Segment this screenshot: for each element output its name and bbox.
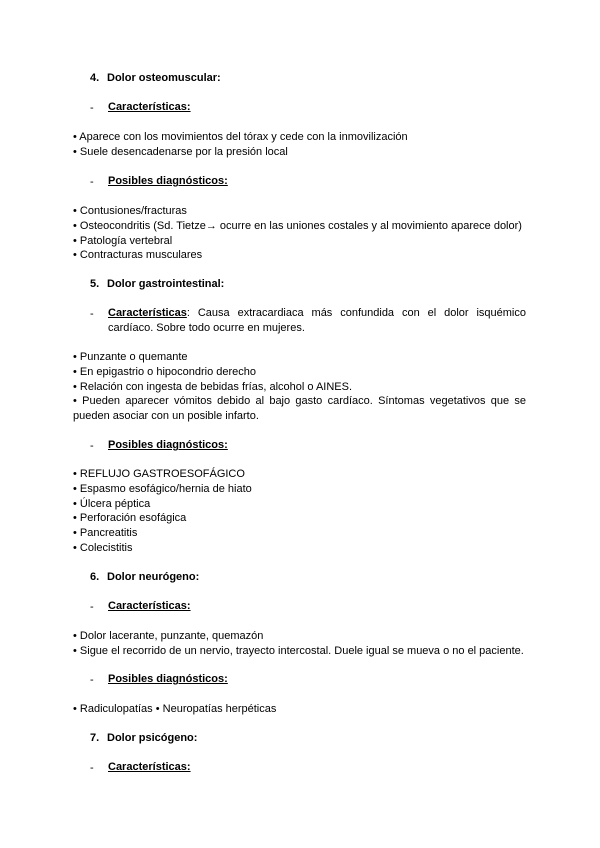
section-4-heading: 4. Dolor osteomuscular:	[90, 72, 221, 84]
list-item: • Radiculopatías • Neuropatías herpéticas	[73, 703, 277, 715]
bullet-dash: -	[90, 102, 94, 114]
section-6-diagnoses-label: Posibles diagnósticos:	[108, 673, 228, 685]
section-4-title: Dolor osteomuscular:	[107, 72, 221, 84]
list-item: • Aparece con los movimientos del tórax y cede con la inmovilización	[73, 131, 408, 143]
list-item: • Sigue el recorrido de un nervio, trayecto intercostal. Duele igual se mueva o no el paciente.	[73, 645, 524, 657]
list-item: • REFLUJO GASTROESOFÁGICO	[73, 468, 245, 480]
section-5-characteristics-text: : Causa extracardiaca más confundida con el dolor isquémico cardíaco. Sobre todo ocurre en mujeres.	[108, 307, 526, 334]
list-item: • Punzante o quemante	[73, 351, 188, 363]
list-item: • Patología vertebral	[73, 235, 173, 247]
list-item: • Dolor lacerante, punzante, quemazón	[73, 630, 264, 642]
section-5-characteristics-label: Características	[108, 307, 187, 319]
section-7-characteristics-label: Características:	[108, 761, 191, 773]
list-item: • Osteocondritis (Sd. Tietze→ ocurre en las uniones costales y al movimiento aparece dolor)	[73, 220, 522, 232]
section-5-diagnoses-label: Posibles diagnósticos:	[108, 439, 228, 451]
section-6-title: Dolor neurógeno:	[107, 571, 200, 583]
section-7-heading: 7. Dolor psicógeno:	[90, 732, 198, 744]
bullet-dash: -	[90, 601, 94, 613]
bullet-dash: -	[90, 308, 94, 320]
section-7-title: Dolor psicógeno:	[107, 732, 198, 744]
list-item: • Contracturas musculares	[73, 249, 203, 261]
bullet-dash: -	[90, 674, 94, 686]
section-5-title: Dolor gastrointestinal:	[107, 278, 225, 290]
bullet-dash: -	[90, 762, 94, 774]
list-item: • Pueden aparecer vómitos debido al bajo gasto cardíaco. Síntomas vegetativos que se pueden asociar con un posible infarto.	[73, 395, 526, 422]
list-item: • Úlcera péptica	[73, 498, 151, 510]
section-4-characteristics-label: Características:	[108, 101, 191, 113]
list-item: • Contusiones/fracturas	[73, 205, 187, 217]
list-item: • Perforación esofágica	[73, 512, 187, 524]
list-item: • Suele desencadenarse por la presión local	[73, 146, 288, 158]
section-6-characteristics-label: Características:	[108, 600, 191, 612]
list-item: • Relación con ingesta de bebidas frías, alcohol o AINES.	[73, 381, 353, 393]
bullet-dash: -	[90, 176, 94, 188]
section-5-heading: 5. Dolor gastrointestinal:	[90, 278, 225, 290]
section-6-heading: 6. Dolor neurógeno:	[90, 571, 200, 583]
list-item: • Espasmo esofágico/hernia de hiato	[73, 483, 252, 495]
section-4-diagnoses-label: Posibles diagnósticos:	[108, 175, 228, 187]
bullet-dash: -	[90, 440, 94, 452]
list-item: • En epigastrio o hipocondrio derecho	[73, 366, 257, 378]
list-item: • Colecistitis	[73, 542, 133, 554]
list-item: • Pancreatitis	[73, 527, 138, 539]
section-5-characteristics	[108, 306, 526, 336]
